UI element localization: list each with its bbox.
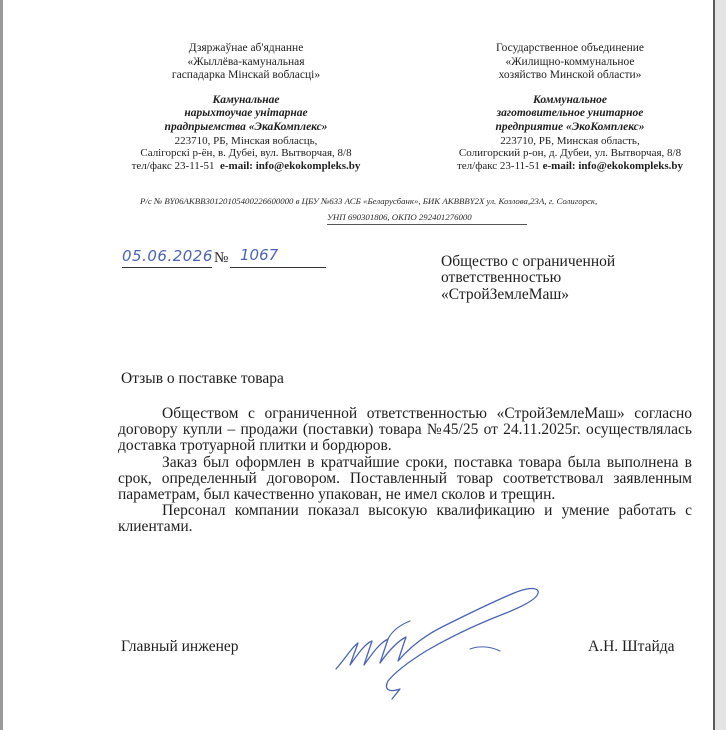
company-name-line3: прадпрыемства «ЭкаКомплекс» xyxy=(164,120,328,133)
phone-fax: тел/факс 23-11-51 xyxy=(131,159,215,172)
parent-org-line3: хозяйство Минской области» xyxy=(498,69,642,82)
signer-name: А.Н. Штайда xyxy=(588,638,675,655)
recipient-line1: Общество с ограниченной xyxy=(441,253,616,270)
company-name-block xyxy=(112,94,380,135)
recipient-block xyxy=(441,254,701,303)
number-label: № xyxy=(214,250,229,266)
address-line1: 223710, РБ, Минская область, xyxy=(500,134,640,147)
parent-org-line1: Дзяржаўнае аб'яднанне xyxy=(188,42,304,54)
phone-fax: тел/факс 23-11-51 xyxy=(456,159,540,172)
body-paragraph-1: Обществом с ограниченной ответственностью «СтройЗемлеМаш» согласно договору купли – продажи (поставки) товара №45/25 от 24.11.2025г. осуществлялась доставка тротуарной плитки и бордюров. xyxy=(118,405,692,455)
letterhead-russian xyxy=(428,42,712,172)
parent-org-line2: «Жыллёва-камунальная xyxy=(187,55,305,68)
email: e-mail: info@ekokompleks.by xyxy=(542,159,684,172)
page-edge-left xyxy=(0,0,3,730)
parent-org-line2: «Жилищно-коммунальное xyxy=(505,55,635,68)
company-name-block xyxy=(428,94,712,135)
parent-org-line3: гаспадарка Мінскай вобласці» xyxy=(171,69,321,82)
contact-line xyxy=(112,160,380,173)
recipient-line2: ответственностью xyxy=(441,269,562,287)
address-line2: Салігорскі р-ён, в. Дубеі, вул. Вытворчая, 8/8 xyxy=(140,147,352,160)
scan-margin-right xyxy=(715,0,726,730)
handwritten-signature xyxy=(330,585,550,705)
number-underline xyxy=(230,267,326,268)
address-line1: 223710, РБ, Мінская вобласць, xyxy=(174,134,318,147)
bank-details: Р/с № BY06AKBB30120105400226600000 в ЦБУ №633 АСБ «Беларусбанк», БИК AKBBBY2X ул. Козлова,23А, г. Солигорск, xyxy=(140,196,598,206)
email: e-mail: info@ekokompleks.by xyxy=(219,159,361,172)
date-underline xyxy=(122,267,212,268)
parent-org-line1: Государственное объединение xyxy=(495,42,645,54)
contact-line xyxy=(428,160,712,173)
outgoing-number: 1067 xyxy=(240,246,279,264)
body-paragraph-3: Персонал компании показал высокую квалификацию и умение работать с клиентами. xyxy=(118,502,692,536)
tax-ids: УНП 690301806, ОКПО 292401276000 xyxy=(327,212,472,222)
company-name-line1: Коммунальное xyxy=(532,93,608,106)
company-name-line2: нарыхтоучае унітарнае xyxy=(184,107,308,120)
ids-underline xyxy=(327,224,527,225)
letter-subject: Отзыв о поставке товара xyxy=(121,370,284,387)
address-line2: Солигорский р-он, д. Дубеи, ул. Вытворчая, 8/8 xyxy=(458,147,682,160)
recipient-line3: «СтройЗемлеМаш» xyxy=(441,285,570,303)
company-name-line2: заготовительное унитарное xyxy=(496,107,644,120)
signer-role: Главный инженер xyxy=(121,638,239,655)
company-name-line3: предприятие «ЭкоКомплекс» xyxy=(495,120,645,133)
body-paragraph-2: Заказ был оформлен в кратчайшие сроки, поставка товара была выполнена в срок, определенный договором. Поставленный товар соответствовал заявленным параметрам, был качественно упакован, не имел сколов и трещин. xyxy=(118,453,692,504)
letterhead-belarusian xyxy=(112,42,380,172)
company-name-line1: Камунальнае xyxy=(212,93,280,106)
outgoing-date: 05.06.2026 xyxy=(122,247,213,265)
letter-body xyxy=(118,406,692,536)
